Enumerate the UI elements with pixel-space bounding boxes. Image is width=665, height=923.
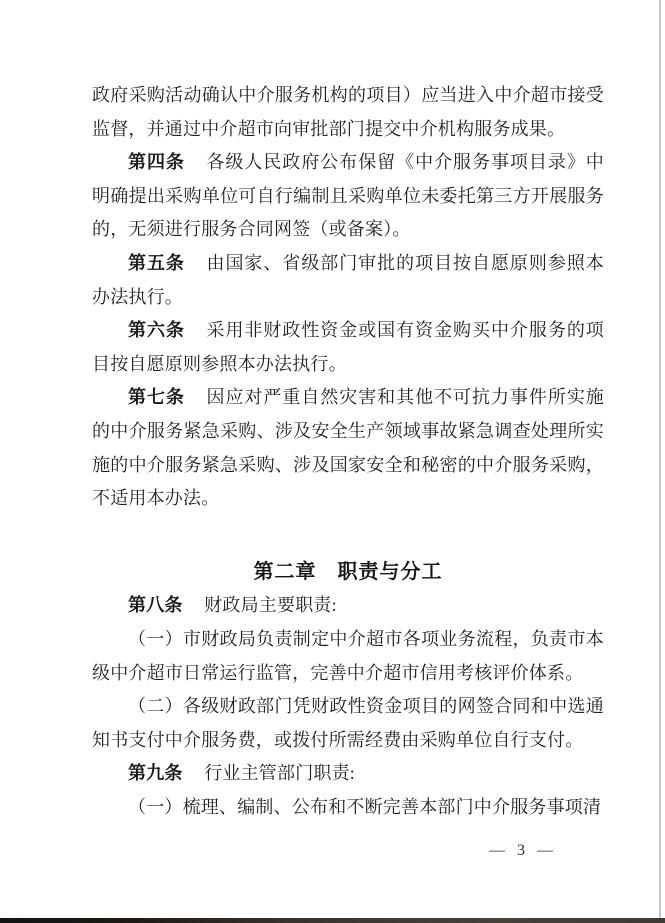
paragraph-text: 各级人民政府公布保留《中介服务事项目录》中明确提出采购单位可自行编制且采购单位未委托第三方开展服务的，无须进行服务合同网签（或备案）。: [92, 152, 604, 240]
paragraph-text: 由国家、省级部门审批的项目按自愿原则参照本办法执行。: [92, 252, 604, 307]
clause-7-label: 第七条: [128, 387, 185, 408]
clause-4-label: 第四条: [128, 152, 185, 173]
paragraph-text: 采用非财政性资金或国有资金购买中介服务的项目按自愿原则参照本办法执行。: [92, 320, 604, 374]
document-text-block: [92, 79, 604, 824]
clause-8-paragraph: [92, 589, 604, 623]
clause-4-paragraph: [92, 146, 604, 247]
clause-9-item-1-paragraph: [92, 791, 604, 825]
paragraph-text: 政府采购活动确认中介服务机构的项目）应当进入中介超市接受监督，并通过中介超市向审批部门提交中介机构服务成果。: [92, 85, 604, 139]
paragraph-continuation: [92, 79, 604, 146]
clause-5-paragraph: [92, 247, 604, 314]
paragraph-text: （一）梳理、编制、公布和不断完善本部门中介服务事项清: [128, 796, 602, 817]
clause-8-item-2-paragraph: [92, 690, 604, 757]
clause-7-paragraph: [92, 381, 604, 515]
paragraph-text: 财政局主要职责:: [204, 595, 337, 616]
clause-6-paragraph: [92, 314, 604, 381]
paragraph-text: 因应对严重自然灾害和其他不可抗力事件所实施的中介服务紧急采购、涉及安全生产领域事故紧急调查处理所实施的中介服务紧急采购、涉及国家安全和秘密的中介服务采购，不适用本办法。: [92, 387, 604, 509]
clause-8-label: 第八条: [128, 595, 183, 616]
paragraph-text: （一）市财政局负责制定中介超市各项业务流程，负责市本级中介超市日常运行监管，完善中介超市信用考核评价体系。: [92, 628, 604, 683]
clause-9-label: 第九条: [128, 763, 183, 784]
scan-bottom-bar: [0, 918, 665, 923]
paragraph-text: 行业主管部门职责:: [204, 763, 356, 784]
clause-8-item-1-paragraph: [92, 623, 604, 690]
clause-5-label: 第五条: [128, 252, 185, 273]
paragraph-text: （二）各级财政部门凭财政性资金项目的网签合同和中选通知书支付中介服务费，或拨付所需经费由采购单位自行支付。: [92, 696, 604, 750]
clause-6-label: 第六条: [128, 320, 185, 341]
clause-9-paragraph: [92, 757, 604, 791]
page-number: — 3 —: [489, 842, 557, 859]
chapter-2-heading: 第二章 职责与分工: [253, 560, 443, 583]
scan-edge-line: [659, 0, 661, 918]
